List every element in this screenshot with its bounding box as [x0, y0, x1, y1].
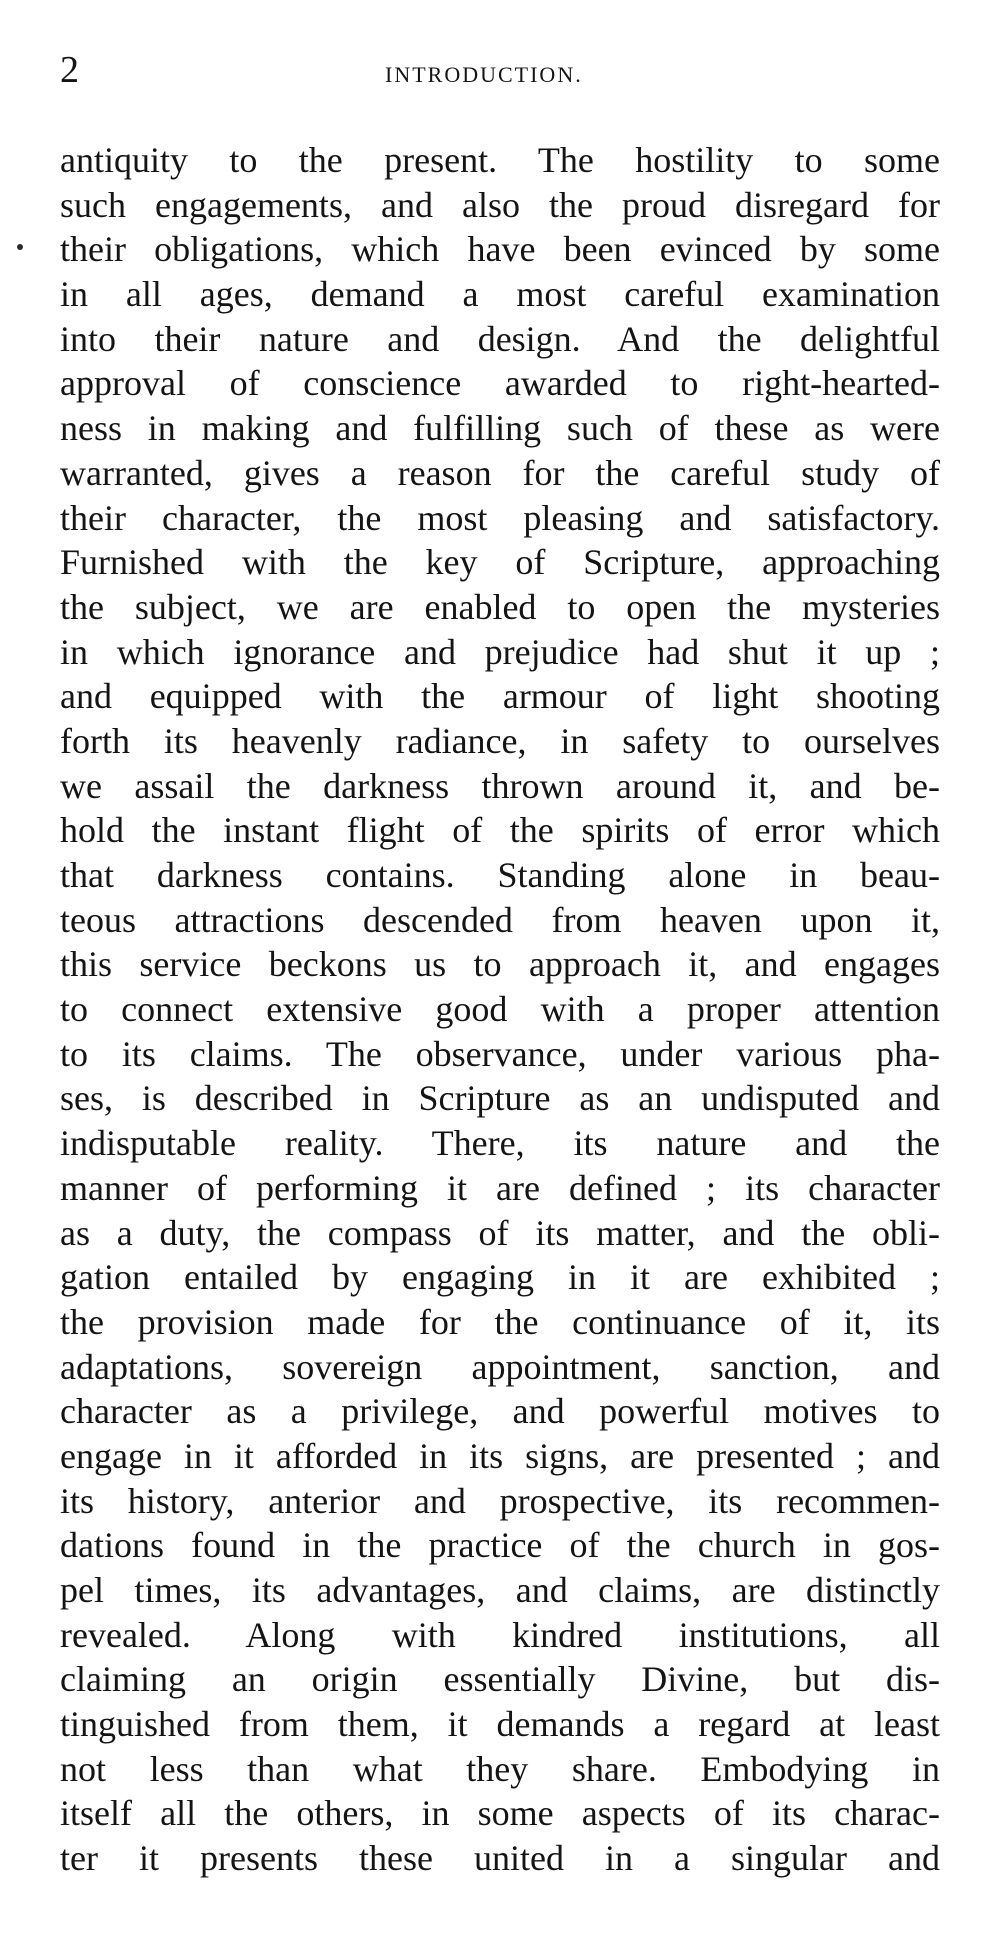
- text-line: Furnished with the key of Scripture, approaching: [60, 542, 940, 583]
- text-line: ses, is described in Scripture as an undisputed and: [60, 1078, 940, 1119]
- page-number: 2: [60, 49, 79, 91]
- text-line: character as a privilege, and powerful motives to: [60, 1391, 940, 1432]
- text-line: pel times, its advantages, and claims, are distinctly: [60, 1570, 940, 1610]
- text-line: into their nature and design. And the delightful: [60, 318, 940, 359]
- text-line: to its claims. The observance, under various pha-: [60, 1033, 940, 1074]
- running-head: INTRODUCTION.: [385, 62, 583, 87]
- text-line: engage in it afforded in its signs, are presented ; and: [60, 1435, 940, 1476]
- text-line: the subject, we are enabled to open the mysteries: [60, 586, 940, 627]
- body-text: [60, 138, 940, 1881]
- text-line: to connect extensive good with a proper attention: [60, 989, 940, 1030]
- text-line: in which ignorance and prejudice had shut it up ;: [60, 631, 940, 672]
- text-line: adaptations, sovereign appointment, sanction, and: [60, 1346, 940, 1387]
- text-line: tinguished from them, it demands a regard at least: [60, 1704, 940, 1745]
- text-line: dations found in the practice of the church in gos-: [60, 1525, 940, 1566]
- text-line: this service beckons us to approach it, and engages: [60, 944, 940, 985]
- text-line: its history, anterior and prospective, its recommen-: [60, 1480, 940, 1521]
- text-line: revealed. Along with kindred institutions, all: [60, 1614, 940, 1655]
- text-line: their obligations, which have been evinced by some: [60, 229, 940, 270]
- text-line: such engagements, and also the proud disregard for: [60, 184, 940, 225]
- text-line: ter it presents these united in a singular and: [60, 1838, 940, 1879]
- text-line: that darkness contains. Standing alone in beau-: [60, 855, 940, 895]
- margin-mark: [17, 244, 23, 250]
- text-line: ness in making and fulfilling such of these as were: [60, 408, 940, 449]
- text-line: antiquity to the present. The hostility to some: [60, 140, 940, 180]
- text-line: as a duty, the compass of its matter, and the obli-: [60, 1212, 940, 1253]
- text-line: gation entailed by engaging in it are exhibited ;: [60, 1257, 940, 1298]
- text-line: in all ages, demand a most careful examination: [60, 274, 940, 315]
- text-line: hold the instant flight of the spirits of error which: [60, 810, 940, 851]
- text-line: not less than what they share. Embodying in: [60, 1748, 940, 1789]
- text-line: their character, the most pleasing and satisfactory.: [60, 497, 940, 538]
- text-line: the provision made for the continuance of it, its: [60, 1301, 940, 1342]
- text-line: approval of conscience awarded to right-hearted-: [60, 363, 940, 404]
- text-line: forth its heavenly radiance, in safety to ourselves: [60, 720, 940, 761]
- text-line: itself all the others, in some aspects of its charac-: [60, 1793, 940, 1834]
- text-line: and equipped with the armour of light shooting: [60, 676, 940, 717]
- text-line: teous attractions descended from heaven upon it,: [60, 899, 940, 940]
- text-line: claiming an origin essentially Divine, but dis-: [60, 1659, 940, 1700]
- text-line: indisputable reality. There, its nature and the: [60, 1123, 940, 1164]
- text-line: we assail the darkness thrown around it, and be-: [60, 765, 940, 806]
- text-line: manner of performing it are defined ; its character: [60, 1167, 940, 1208]
- text-line: warranted, gives a reason for the careful study of: [60, 452, 940, 493]
